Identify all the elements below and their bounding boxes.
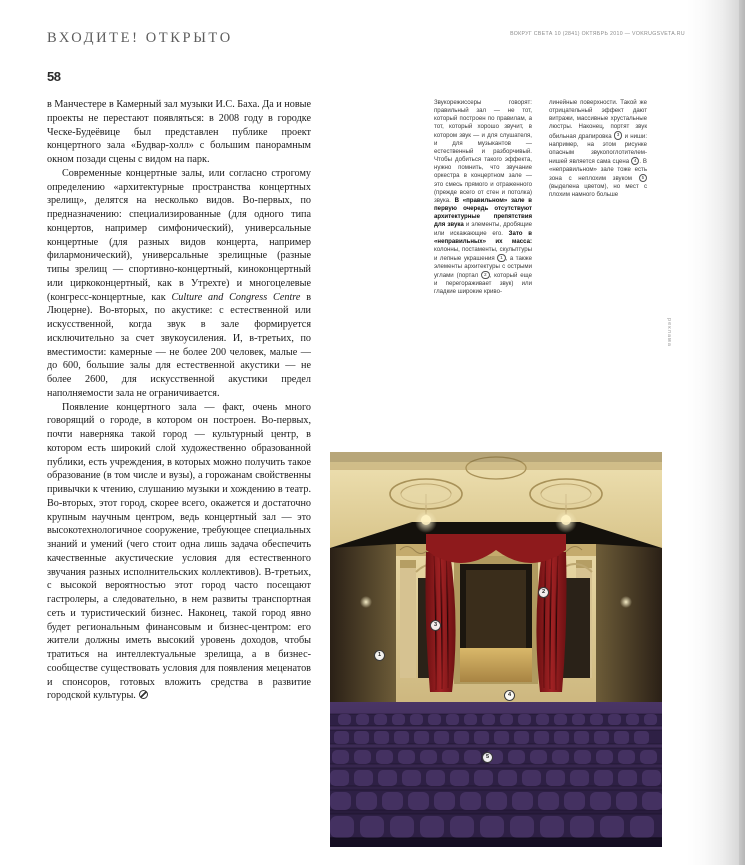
- body-paragraph-2-head: Современные концертные залы, или согласно строгому определению «архитектурные пространства концертных зрелищ», делятся на несколько видов. Во-первых, по предназначению: специализированные (для одного типа концертов, например симфонический), универсальные концертные (для разных видов концерта, например филармонический), универсальные зрелищные (разные типы зрелищ — спортивно-концертный, киноконцертный или циркоконцертный, как в Утрехте) и многоцелевые (конгресс-концертные, как: [47, 167, 311, 303]
- body-paragraph-2: [47, 167, 311, 401]
- sidebar-column-right: [549, 99, 647, 199]
- sidebar-col-b-paragraph: [549, 99, 647, 199]
- sidebar-b-text-3: . В «неправильном» зале тоже есть зона с неплохим звуком: [549, 157, 648, 182]
- illustration-marker-4: 4: [504, 690, 515, 701]
- running-head: ВХОДИТЕ! ОТКРЫТО: [47, 30, 233, 46]
- sidebar-lead-text: Звукорежиссеры говорят: правильный зал — не тот, который построен по правилам, а тот, который хорошо звучит, в котором звук — и для слушателя, и для музыкантов — естественный и разборчивый. Чтобы добиться такого эффекта, нужно помнить, что звучание оркестра в концертном зале — это смесь прямого и отраженного (прежде всего от стен и потолка) звука.: [434, 99, 532, 204]
- sidebar-column-left: [434, 99, 532, 296]
- sidebar-b-text-2: и ниши: например, на этом рисунке опасным звукопоглотителем-нишей является сама сцена: [549, 132, 648, 165]
- sidebar-tail-2: , а также элементы архитектуры с острыми углами (портал: [434, 254, 532, 279]
- body-column: [47, 98, 311, 703]
- italic-venue-name: Culture and Congress Centre: [171, 291, 301, 303]
- body-paragraph-3: [47, 401, 311, 704]
- sidebar-b-text-1: линейные поверхности. Такой же отрицательный эффект дают витражи, массивные хрустальные люстры. Наконец, портят звук обильная драпировка: [549, 99, 647, 140]
- page-edge: [739, 0, 745, 865]
- sidebar-mid-text: и элементы, дробящие или искажающие его.: [434, 221, 532, 237]
- sidebar-tail-3: , который еще и перегораживает звук) или гладкие широкие криво-: [434, 271, 533, 296]
- ref-marker-1-icon: 1: [497, 254, 505, 262]
- page-gutter-shadow: [687, 0, 745, 865]
- body-paragraph-1: в Манчестере в Камерный зал музыки И.С. Баха. Да и новые проекты не перестают появляться: в 2008 году в городке Ческе-Будеёвице был представлен публике проект концертного зала «Будвар-холл» с большим панорамным окном позади сцены с видом на парк.: [47, 99, 311, 165]
- body-paragraph-2-tail: в Люцерне). Во-вторых, по акустике: с естественной или искусственной, когда звук в зале формируется исключительно за счет звукоусиления. И, в-третьих, по вместимости: камерные — не более 200 человек, малые — до 600, большие залы для естественной акустики — не более 2600, для искусственной акустики предел наполняемости зала не ограничивается.: [47, 291, 312, 399]
- advertising-label: реклама: [666, 318, 672, 347]
- sidebar-tail-1: колонны, постаменты, скульптуры и лепные украшения: [434, 245, 532, 262]
- body-paragraph-3-text: Появление концертного зала — факт, очень много говорящий о городе, в котором он построен. Во-первых, почти наверняка такой город — культурный центр, в котором есть широкий слой художественно образованной публики, есть учреждения, в которых можно получить такое образование (в том числе и вузы), а горожанам свойственны привычки к чтению, слушанию музыки и хождению в театр. Во-вторых, этот город, скорее всего, окажется и достаточно крупным научным центром, ведь концертный зал — это высокотехнологичное сооружение, требующее специальных знаний и умений (чего стоит одна лишь задача обеспечить качественные акустические условия для естественного звучания разных исполнительских коллективов). В-третьих, с высокой вероятностью этот город часто посещают гастролеры, а следовательно, в нем развиты транспортная сеть и туристический бизнес. Наконец, такой город явно будет региональным финансовым и бизнес-центром: его жители должны иметь высокий уровень доходов, чтобы тратиться на интеллектуальные зрелища, а в бизнес-сообществе существовать условия для появления меценатов и спонсоров, готовых вложить средства в развитие городской культуры.: [47, 401, 311, 702]
- ref-marker-3-icon: 3: [614, 131, 622, 139]
- issue-line: ВОКРУГ СВЕТА 10 (2841) ОКТЯБРЬ 2010 — VOKRUGSVETA.RU: [510, 31, 685, 37]
- sidebar-bold-2: Зато в «неправильных» их масса:: [434, 229, 532, 245]
- page-number: 58: [47, 69, 61, 84]
- end-mark-icon: [139, 690, 148, 699]
- sidebar-col-a-paragraph: [434, 99, 532, 296]
- sidebar-bold-1: В «правильном» зале в первую очередь отсутствуют архитектурные препятствия для звука: [434, 196, 532, 229]
- concert-hall-illustration: [330, 452, 662, 847]
- illustration-marker-3: 3: [430, 620, 441, 631]
- illustration-marker-2: 2: [538, 587, 549, 598]
- ref-marker-4-icon: 4: [631, 157, 639, 165]
- ref-marker-2-icon: 2: [481, 271, 489, 279]
- sidebar-b-text-4: (выделена цветом), но мест с плохим намного больше: [549, 183, 647, 199]
- illustration-marker-5: 5: [482, 752, 493, 763]
- illustration-marker-1: 1: [374, 650, 385, 661]
- ref-marker-5-icon: 5: [639, 174, 647, 182]
